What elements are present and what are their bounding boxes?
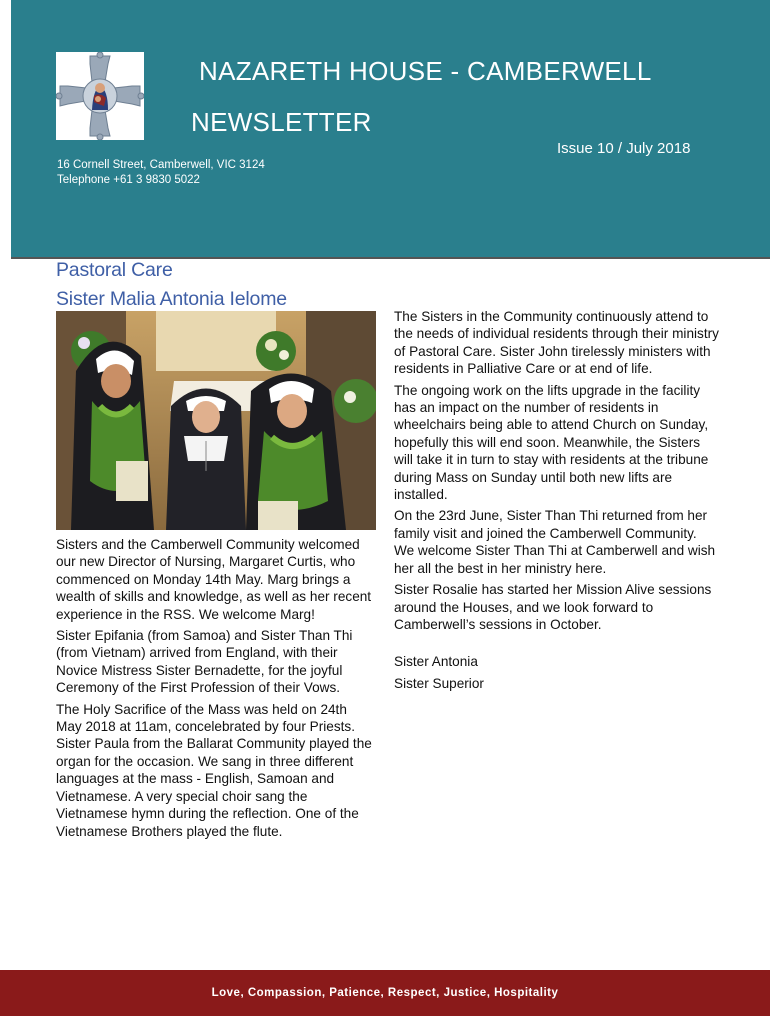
newsletter-title: NAZARETH HOUSE - CAMBERWELL [199,56,652,86]
article-author-title: Sister Malia Antonia Ielome [56,288,287,310]
paragraph: The Sisters in the Community continuously attend to the needs of individual residents through their ministry of Pastoral Care. Sister John tirelessly ministers with residents in Palliative Care or at end of life. [394,309,719,377]
signature-name: Sister Antonia [394,654,478,670]
footer-bar [0,970,770,1016]
contact-block [57,158,265,188]
telephone-line: Telephone +61 3 9830 5022 [57,174,200,186]
paragraph: The Holy Sacrifice of the Mass was held on 24th May 2018 at 11am, concelebrated by four Priests. Sister Paula from the Ballarat Community played the organ for the occasion. We sang in three different languages at the mass - English, Samoan and Vietnamese. A very special choir sang the Vietnamese hymn during the reflection. One of the Vietnamese Brothers played the flute. [56,701,372,839]
signature-title: Sister Superior [394,675,484,691]
paragraph: Sisters and the Camberwell Community welcomed our new Director of Nursing, Margaret Curtis, who commenced on Monday 14th May. Marg brings a wealth of skills and knowledge, as well as her recent experience in the RSS. We welcome Marg! [56,537,372,622]
paragraph: Sister Epifania (from Samoa) and Sister Than Thi (from Vietnam) arrived from England, with their Novice Mistress Sister Bernadette, for the joyful Ceremony of the First Profession of their Vows. [56,628,353,696]
article-heading [56,256,287,314]
nazareth-cross-logo [56,52,144,140]
newsletter-subtitle: NEWSLETTER [191,107,372,137]
issue-label: Issue 10 / July 2018 [557,140,691,157]
footer-motto: Love, Compassion, Patience, Respect, Justice, Hospitality [211,987,559,999]
right-column [394,308,719,696]
paragraph: On the 23rd June, Sister Than Thi returned from her family visit and joined the Camberwell Community. We welcome Sister Than Thi at Camberwell and wish her all the best in her ministry here. [394,508,716,576]
section-title: Pastoral Care [56,259,173,281]
newsletter-header [11,0,770,259]
paragraph: Sister Rosalie has started her Mission Alive sessions around the Houses, and we look forward to Camberwell’s sessions in October. [394,582,712,632]
sisters-photo [56,311,376,530]
address-line: 16 Cornell Street, Camberwell, VIC 3124 [57,159,265,171]
paragraph: The ongoing work on the lifts upgrade in the facility has an impact on the number of residents in wheelchairs being able to attend Church on Sunday, hopefully this will end soon. Meanwhile, the Sisters will take it in turn to stay with residents at the tribune during Mass on Sunday until both new lifts are installed. [394,382,709,503]
left-column [56,536,374,844]
